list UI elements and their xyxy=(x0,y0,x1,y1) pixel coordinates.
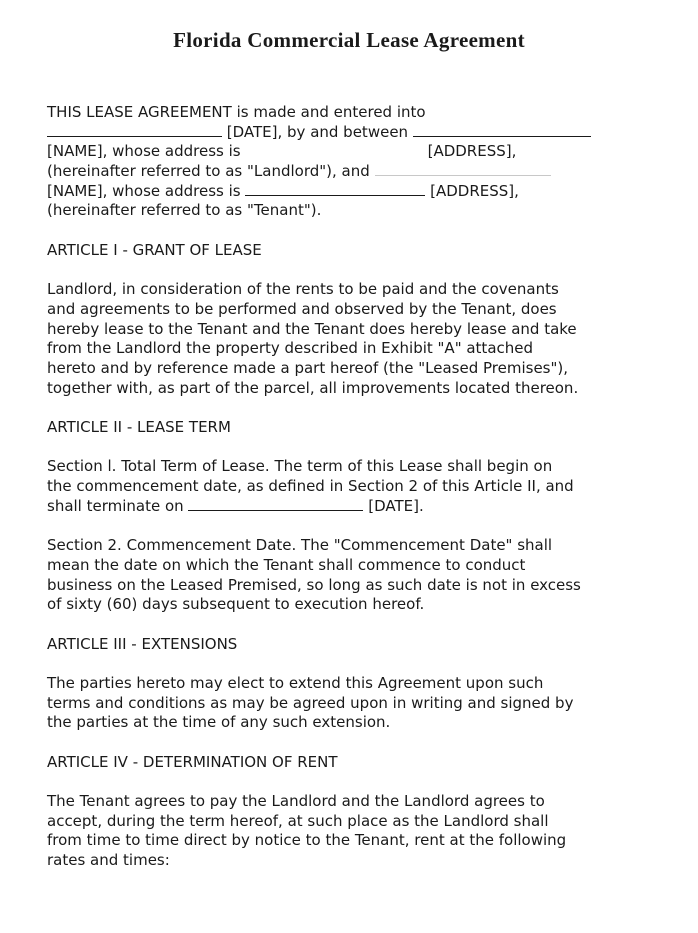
termination-date-blank[interactable] xyxy=(188,497,363,511)
article-4-line: The Tenant agrees to pay the Landlord and the Landlord agrees to xyxy=(47,792,545,811)
intro-line-5-text: [NAME], whose address is xyxy=(47,181,246,200)
article-4-line: rates and times: xyxy=(47,851,170,870)
date-blank[interactable] xyxy=(47,123,222,137)
section-1-line: the commencement date, as defined in Section 2 of this Article II, and xyxy=(47,477,574,496)
document-title: Florida Commercial Lease Agreement xyxy=(173,28,525,52)
termination-date-placeholder: [DATE]. xyxy=(363,496,424,515)
intro-line-4-text: (hereinafter referred to as "Landlord"), and xyxy=(47,162,375,181)
article-3-heading: ARTICLE III - EXTENSIONS xyxy=(47,634,238,653)
document-body xyxy=(47,103,647,871)
intro-line-5 xyxy=(47,182,647,202)
section-2-line: business on the Leased Premised, so long as such date is not in excess xyxy=(47,575,581,594)
intro-line-3 xyxy=(47,142,647,162)
tenant-address-placeholder: [ADDRESS], xyxy=(425,181,519,200)
article-3-line: The parties hereto may elect to extend this Agreement upon such xyxy=(47,673,544,692)
section-1-terminate-text: shall terminate on xyxy=(47,496,189,515)
intro-line-3-text: [NAME], whose address is xyxy=(47,142,241,161)
intro-line-4 xyxy=(47,162,647,182)
article-1-heading: ARTICLE I - GRANT OF LEASE xyxy=(47,240,262,259)
article-4-heading: ARTICLE IV - DETERMINATION OF RENT xyxy=(47,752,338,771)
intro-line-6: (hereinafter referred to as "Tenant"). xyxy=(47,201,322,220)
tenant-address-blank[interactable] xyxy=(245,182,425,196)
party-blank[interactable] xyxy=(413,123,591,137)
intro-line-2 xyxy=(47,123,647,143)
article-1-line: hereto and by reference made a part hereof (the "Leased Premises"), xyxy=(47,358,569,377)
section-1-line: Section l. Total Term of Lease. The term of this Lease shall begin on xyxy=(47,457,553,476)
landlord-address-placeholder: [ADDRESS], xyxy=(427,142,517,161)
article-3-line: the parties at the time of any such extension. xyxy=(47,713,391,732)
intro-line-2-text: [DATE], by and between xyxy=(222,122,413,141)
section-2-line: Section 2. Commencement Date. The "Commencement Date" shall xyxy=(47,536,553,555)
article-4-line: accept, during the term hereof, at such place as the Landlord shall xyxy=(47,811,549,830)
article-1-line: together with, as part of the parcel, all improvements located thereon. xyxy=(47,378,579,397)
section-2-line: of sixty (60) days subsequent to execution hereof. xyxy=(47,595,425,614)
article-1-line: hereby lease to the Tenant and the Tenant does hereby lease and take xyxy=(47,319,577,338)
article-1-line: Landlord, in consideration of the rents to be paid and the covenants xyxy=(47,280,559,299)
section-1-line xyxy=(47,497,647,517)
article-4-line: from time to time direct by notice to the Tenant, rent at the following xyxy=(47,831,567,850)
intro-line-1: THIS LEASE AGREEMENT is made and entered into xyxy=(47,103,426,121)
tenant-party-blank[interactable] xyxy=(375,162,551,176)
article-3-line: terms and conditions as may be agreed upon in writing and signed by xyxy=(47,693,574,712)
article-2-heading: ARTICLE II - LEASE TERM xyxy=(47,418,231,436)
article-1-line: from the Landlord the property described in Exhibit "A" attached xyxy=(47,339,534,358)
section-2-line: mean the date on which the Tenant shall commence to conduct xyxy=(47,555,526,574)
article-1-line: and agreements to be performed and observed by the Tenant, does xyxy=(47,299,557,318)
